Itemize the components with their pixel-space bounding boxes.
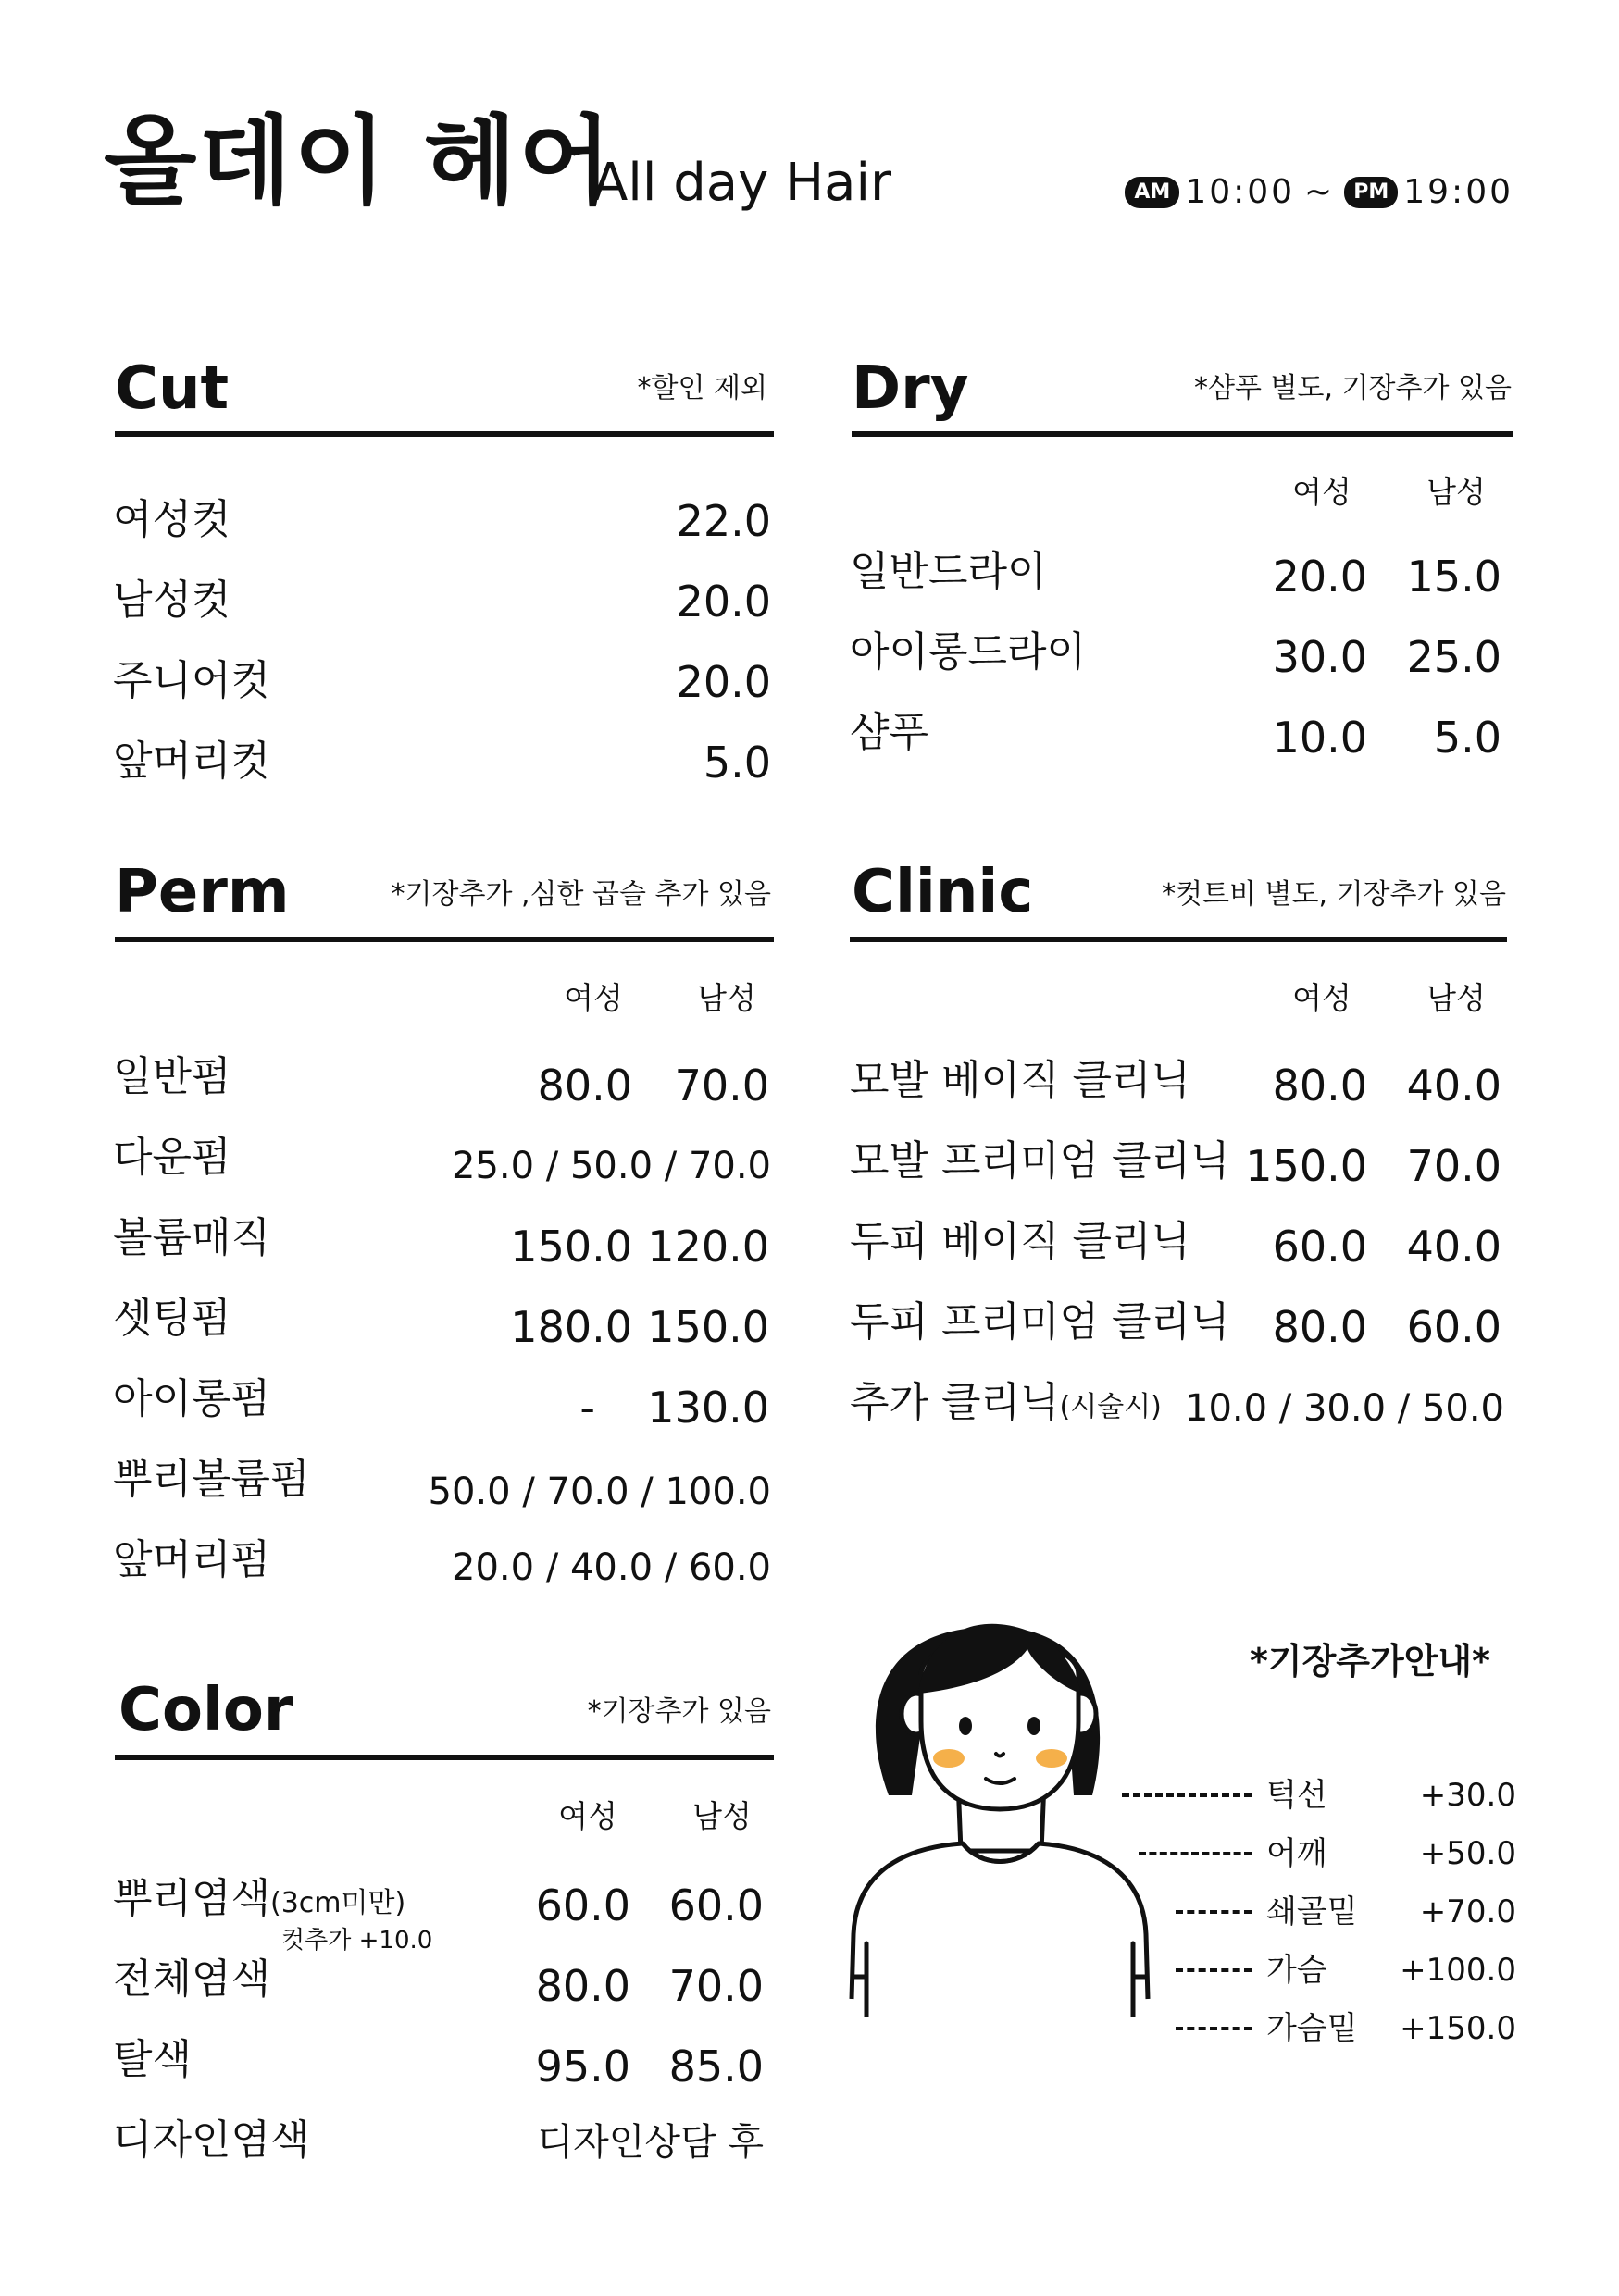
menu-item-name: 셋팅펌 xyxy=(113,1295,231,1342)
menu-item-price-female: 80.0 xyxy=(537,1061,632,1111)
menu-item-price-combined: 20.0 / 40.0 / 60.0 xyxy=(452,1546,771,1589)
menu-item-name: 다운펌 xyxy=(113,1134,231,1181)
menu-item-price: 20.0 xyxy=(676,577,771,627)
menu-item-name: 볼륨매직 xyxy=(113,1214,271,1261)
menu-item-price-female: 80.0 xyxy=(1272,1302,1367,1352)
menu-item-price-male: 70.0 xyxy=(1406,1141,1501,1191)
menu-item-name: 두피 프리미엄 클리닉 xyxy=(850,1298,1230,1346)
menu-item-price-female: 150.0 xyxy=(1245,1141,1367,1191)
menu-item-name: 샴푸 xyxy=(850,709,929,756)
menu-item-price-male: 40.0 xyxy=(1406,1061,1501,1111)
menu-item-name: 앞머리컷 xyxy=(113,738,271,785)
cut-addon-note: 컷추가 +10.0 xyxy=(281,1927,433,1955)
menu-item-name: 모발 프리미엄 클리닉 xyxy=(850,1137,1230,1185)
length-price: +150.0 xyxy=(1400,2010,1516,2047)
length-label: 쇄골밑 xyxy=(1266,1893,1358,1930)
section-divider xyxy=(852,431,1513,437)
menu-item-name: 디자인염색 xyxy=(113,2116,310,2164)
menu-item-price-male: 60.0 xyxy=(1406,1302,1501,1352)
menu-item-price-female: 80.0 xyxy=(1272,1061,1367,1111)
length-label: 어깨 xyxy=(1266,1835,1327,1872)
menu-item-name: 앞머리펌 xyxy=(113,1536,271,1583)
column-header-female: 여성 xyxy=(558,1798,617,1834)
menu-item-name: 전체염색 xyxy=(113,1955,271,2003)
menu-item-name: 아이롱펌 xyxy=(113,1375,271,1422)
section-divider xyxy=(115,431,774,437)
menu-item-price-combined: 50.0 / 70.0 / 100.0 xyxy=(428,1471,771,1513)
menu-item-price-male: 5.0 xyxy=(1433,713,1501,763)
menu-item-price-female: 95.0 xyxy=(535,2042,630,2091)
column-header-male: 남성 xyxy=(1426,474,1486,510)
column-header-male: 남성 xyxy=(1426,980,1486,1016)
menu-item-price-male: 85.0 xyxy=(668,2042,764,2091)
length-label: 턱선 xyxy=(1266,1777,1327,1814)
section-title: Perm xyxy=(115,858,290,926)
menu-item-price-male: 15.0 xyxy=(1406,552,1501,602)
pm-badge: PM xyxy=(1344,177,1398,208)
length-guide-title: *기장추가안내* xyxy=(1250,1641,1490,1682)
menu-item-price-female: 180.0 xyxy=(510,1302,632,1352)
menu-item-name: 일반드라이 xyxy=(850,548,1047,595)
column-header-female: 여성 xyxy=(1292,980,1351,1016)
length-guide-row xyxy=(1176,1952,1516,1989)
menu-item-price: 22.0 xyxy=(676,496,771,546)
length-price: +70.0 xyxy=(1419,1893,1516,1930)
menu-item-name: 추가 클리닉 xyxy=(850,1379,1060,1426)
menu-item-price: 5.0 xyxy=(703,738,771,788)
business-hours xyxy=(1125,173,1513,211)
section-note: *기장추가 ,심한 곱슬 추가 있음 xyxy=(391,878,771,911)
length-label: 가슴밑 xyxy=(1266,2010,1358,2047)
menu-item-price-female: 10.0 xyxy=(1272,713,1367,763)
dashed-line xyxy=(1122,1793,1252,1797)
length-guide-row xyxy=(1176,2010,1516,2047)
menu-item-price-female: 20.0 xyxy=(1272,552,1367,602)
menu-item-price-male: 70.0 xyxy=(668,1961,764,2011)
shop-title-english: All day Hair xyxy=(592,153,892,213)
menu-item-name: 아이롱드라이 xyxy=(850,628,1087,676)
menu-item-name: 두피 베이직 클리닉 xyxy=(850,1218,1191,1265)
menu-item-name: 뿌리염색 xyxy=(113,1875,271,1922)
section-divider xyxy=(850,937,1507,942)
menu-item-price-female: 80.0 xyxy=(535,1961,630,2011)
menu-item-price-combined: 디자인상담 후 xyxy=(537,2121,764,2164)
menu-item-price-female: - xyxy=(579,1383,595,1433)
column-header-male: 남성 xyxy=(692,1798,752,1834)
person-illustration xyxy=(833,1573,1166,2017)
menu-item-price-male: 130.0 xyxy=(647,1383,769,1433)
shop-title-korean: 올데이 헤어 xyxy=(104,105,614,217)
menu-item-name: 남성컷 xyxy=(113,577,231,624)
menu-item-price-male: 25.0 xyxy=(1406,632,1501,682)
section-divider xyxy=(115,937,774,942)
extra-clinic-item xyxy=(850,1379,1162,1426)
dashed-line xyxy=(1176,1910,1252,1914)
menu-item-price-female: 60.0 xyxy=(1272,1222,1367,1272)
length-price: +100.0 xyxy=(1400,1952,1516,1989)
menu-item-price-male: 120.0 xyxy=(647,1222,769,1272)
section-title: Cut xyxy=(115,354,230,423)
dashed-line xyxy=(1176,2027,1252,2030)
menu-item-price-male: 40.0 xyxy=(1406,1222,1501,1272)
section-note: *할인 제외 xyxy=(637,372,767,404)
column-header-female: 여성 xyxy=(1292,474,1351,510)
dashed-line xyxy=(1139,1852,1252,1855)
menu-item-price-female: 60.0 xyxy=(535,1880,630,1930)
section-title: Clinic xyxy=(852,858,1034,926)
menu-item-name: 주니어컷 xyxy=(113,657,271,704)
menu-item-price-female: 150.0 xyxy=(510,1222,632,1272)
length-label: 가슴 xyxy=(1266,1952,1327,1989)
section-title: Dry xyxy=(852,354,969,423)
time-separator: ~ xyxy=(1304,173,1336,211)
length-price: +50.0 xyxy=(1419,1835,1516,1872)
color-root-item xyxy=(113,1875,406,1922)
section-note: *샴푸 별도, 기장추가 있음 xyxy=(1194,372,1512,404)
menu-item-price-combined: 25.0 / 50.0 / 70.0 xyxy=(452,1145,771,1187)
section-divider xyxy=(115,1755,774,1760)
section-title: Color xyxy=(118,1676,293,1744)
column-header-male: 남성 xyxy=(697,980,756,1016)
menu-item-name: 일반펌 xyxy=(113,1053,231,1100)
menu-item-name: 뿌리볼륨펌 xyxy=(113,1456,310,1503)
length-guide-row xyxy=(1176,1893,1516,1930)
section-note: *기장추가 있음 xyxy=(587,1695,771,1728)
menu-item-sub: (3cm미만) xyxy=(270,1887,406,1919)
menu-item-price: 20.0 xyxy=(676,657,771,707)
length-guide-row xyxy=(1139,1835,1516,1872)
open-time: 10:00 xyxy=(1185,173,1296,211)
menu-item-name: 모발 베이직 클리닉 xyxy=(850,1057,1191,1104)
menu-item-name: 여성컷 xyxy=(113,496,231,543)
dashed-line xyxy=(1176,1968,1252,1972)
section-note: *컷트비 별도, 기장추가 있음 xyxy=(1162,878,1506,911)
close-time: 19:00 xyxy=(1403,173,1513,211)
menu-item-price-combined: 10.0 / 30.0 / 50.0 xyxy=(1185,1387,1504,1430)
menu-item-sub: (시술시) xyxy=(1059,1391,1162,1423)
menu-item-price-male: 70.0 xyxy=(674,1061,769,1111)
length-price: +30.0 xyxy=(1419,1777,1516,1814)
menu-item-name: 탈색 xyxy=(113,2036,193,2083)
menu-item-price-male: 60.0 xyxy=(668,1880,764,1930)
column-header-female: 여성 xyxy=(564,980,623,1016)
length-guide-row xyxy=(1122,1777,1516,1814)
menu-item-price-female: 30.0 xyxy=(1272,632,1367,682)
am-badge: AM xyxy=(1125,177,1179,208)
menu-item-price-male: 150.0 xyxy=(647,1302,769,1352)
